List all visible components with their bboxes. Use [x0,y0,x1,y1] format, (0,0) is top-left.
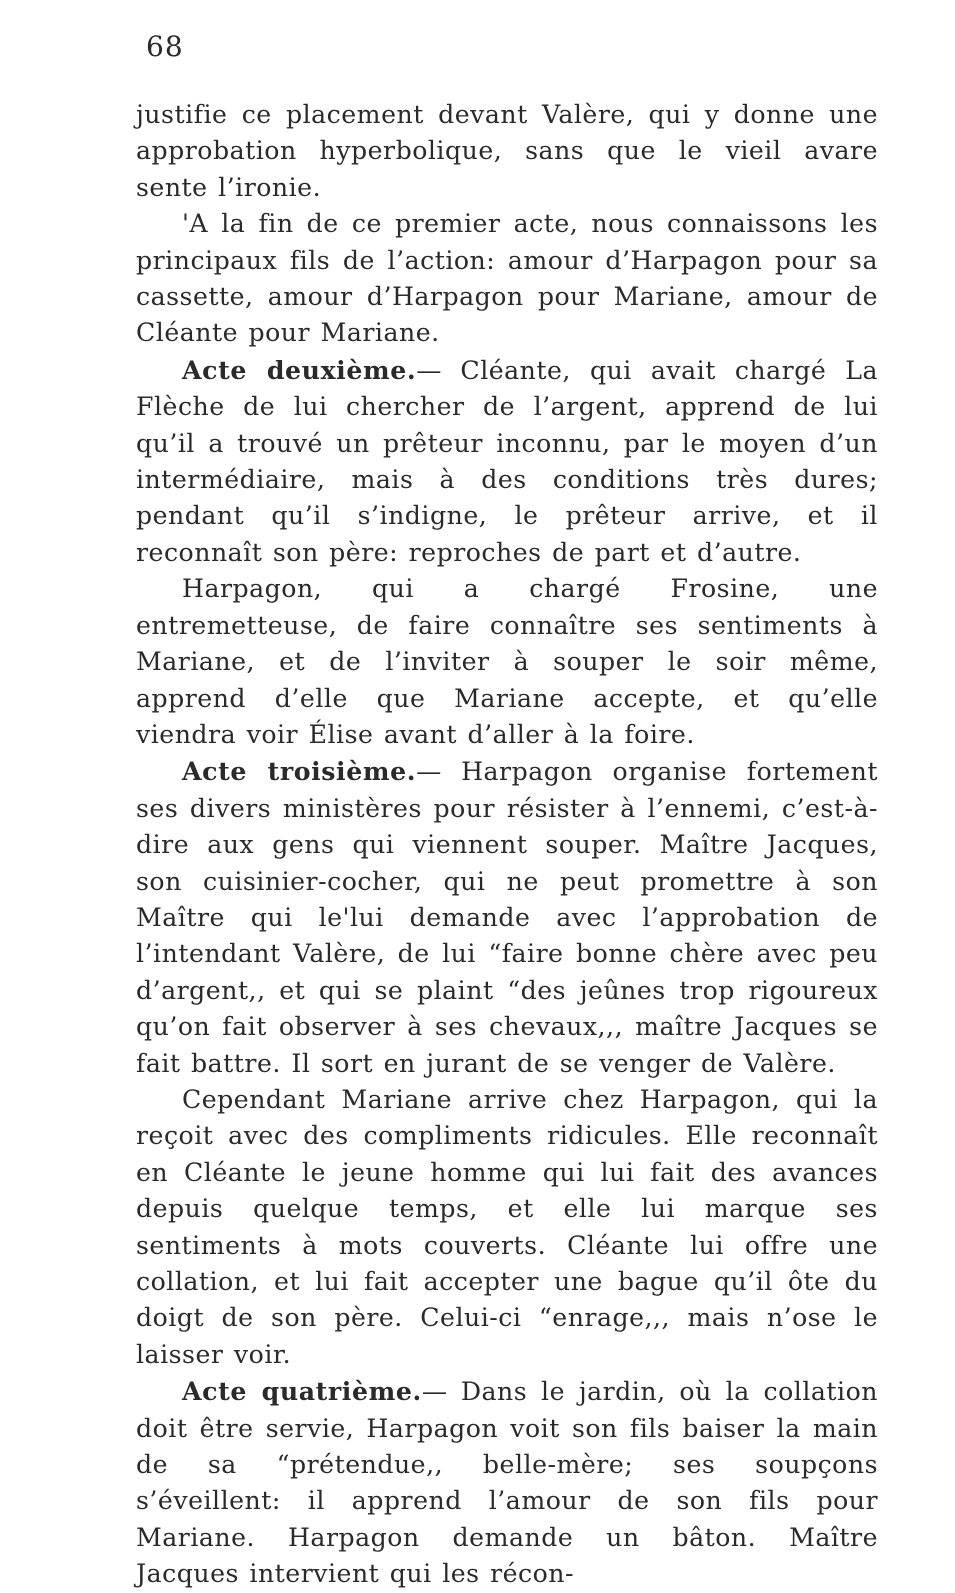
paragraph-mariane-arrives [136,1082,878,1373]
paragraph-act-two [136,352,878,571]
body-text [136,97,878,1593]
paragraph-text: Dans le jardin, où la collation doit être servie, Harpagon voit son fils baiser la main de sa “prétendue,, belle-mère; ses soupçons s’éveillent: il apprend l’amour de son fils pour Mariane. Harpagon demande un bâton. Maître Jacques intervient qui les récon- [136,1377,878,1589]
heading-dash: — [416,355,442,385]
paragraph-text: justifie ce placement devant Valère, qui y donne une approbation hyperbolique, sans que le vieil avare sente l’ironie. [136,100,878,202]
act-two-heading: Acte deuxième. [182,354,417,385]
paragraph-text: Harpagon organise fortement ses divers ministères pour résister à l’ennemi, c’est-à-dire aux gens qui viennent souper. Maître Jacques, son cuisinier-cocher, qui ne peut promettre à son Maître qui le'lui demande avec l’approbation de l’intendant Valère, de lui “faire bonne chère avec peu d’argent,, et qui se plaint “des jeûnes trop rigoureux qu’on fait observer à ses chevaux,,, maître Jacques se fait battre. Il sort en jurant de se venger de Valère. [136,757,878,1078]
paragraph-text: Cependant Mariane arrive chez Harpagon, qui la reçoit avec des compliments ridicules. Elle reconnaît en Cléante le jeune homme qui lui fait des avances depuis quelque temps, et elle lui marque ses sentiments à mots couverts. Cléante lui offre une collation, et lui fait accepter une bague qu’il ôte du doigt de son père. Celui-ci “enrage,,, mais n’ose le laisser voir. [136,1084,878,1369]
paragraph-act-four [136,1373,878,1592]
act-three-heading: Acte troisième. [182,756,417,787]
heading-dash: — [416,757,442,787]
paragraph-continuation [136,97,878,206]
paragraph-text: 'A la fin de ce premier acte, nous connaissons les principaux fils de l’action: amour d’Harpagon pour sa cassette, amour d’Harpagon pour Mariane, amour de Cléante pour Mariane. [136,209,878,348]
paragraph-text: Harpagon, qui a chargé Frosine, une entremetteuse, de faire connaître ses sentiments à Mariane, et de l’inviter à souper le soir même, apprend d’elle que Mariane accepte, et qu’elle viendra voir Élise avant d’aller à la foire. [136,574,878,749]
heading-dash: — [421,1377,448,1407]
paragraph-act-three [136,753,878,1082]
paragraph-text: Cléante, qui avait chargé La Flèche de lui chercher de l’argent, apprend de lui qu’il a trouvé un prêteur inconnu, par le moyen d’un intermédiaire, mais à des conditions très dures; pendant qu’il s’indigne, le prêteur arrive, et il reconnaît son père: reproches de part et d’autre. [136,355,878,567]
paragraph-summary-act-one [136,206,878,352]
act-four-heading: Acte quatrième. [182,1376,422,1407]
page-number: 68 [146,30,184,63]
paragraph-harpagon-frosine [136,571,878,753]
